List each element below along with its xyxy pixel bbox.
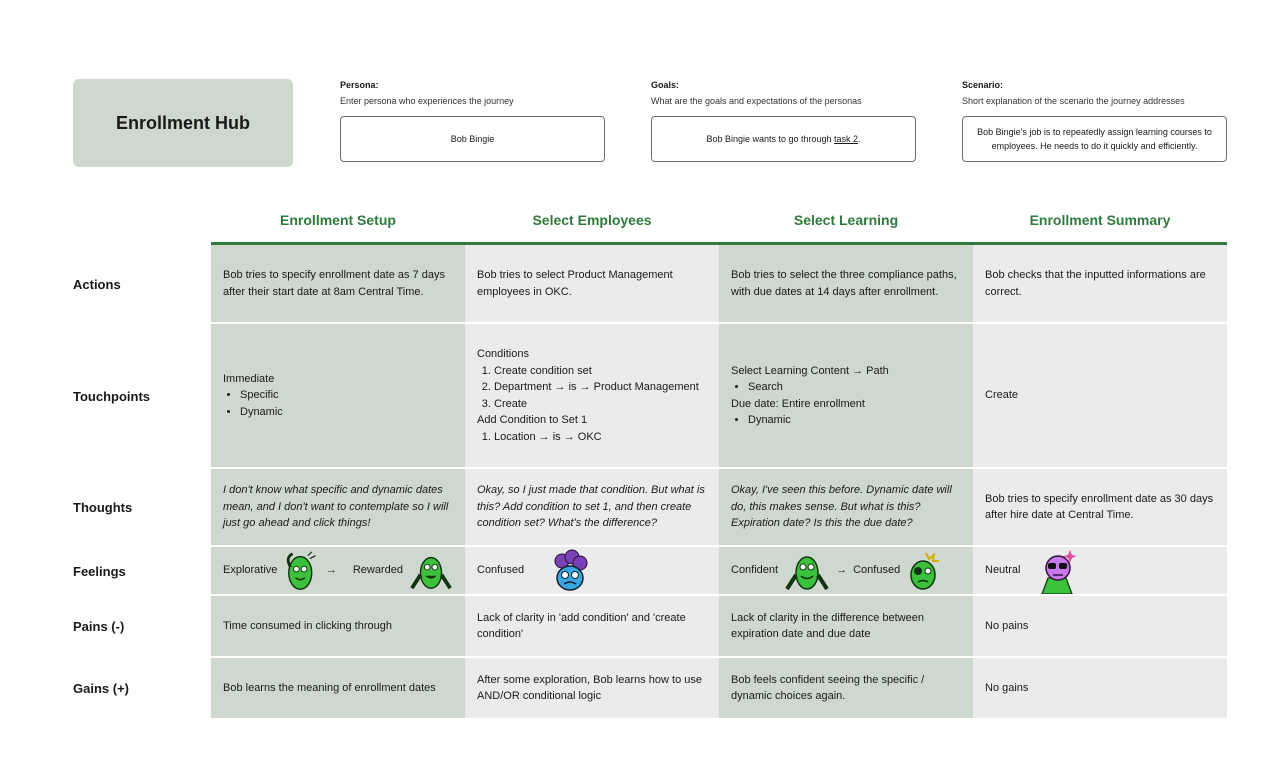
feeling-from-1: Explorative: [223, 564, 278, 577]
feeling-4: Neutral: [985, 564, 1021, 577]
touchpoints-list-2a: [477, 363, 707, 413]
goals-value-text: Bob Bingie wants to go through: [706, 134, 835, 144]
list-item: • Search: [748, 379, 961, 396]
confused-green-character-icon: [906, 549, 942, 593]
actions-text-3: Bob tries to select the three compliance paths, with due dates at 14 days after enrollment.: [731, 269, 957, 298]
touchpoints-heading-1: Immediate: [223, 372, 275, 385]
persona-value: Bob Bingie: [450, 134, 495, 144]
row-label-pains: Pains (-): [73, 619, 125, 634]
row-label-thoughts: Thoughts: [73, 500, 133, 515]
actions-text-1: Bob tries to specify enrollment date as 7 days after their start date at 8am Central Time.: [223, 269, 445, 298]
touchpoints-heading-2b: Add Condition to Set 1: [477, 414, 588, 426]
touchpoints-list-1: [223, 387, 453, 420]
touchpoints-heading-2a: Conditions: [477, 348, 529, 360]
list-item: • Dynamic: [748, 412, 961, 429]
feeling-2: Confused: [477, 564, 525, 577]
thoughts-text-3: Okay, I've seen this before. Dynamic date will do, this makes sense. But what is this? Expiration date? Is this the due date?: [731, 484, 952, 530]
arrow-icon: →: [325, 564, 337, 577]
row-label-feelings: Feelings: [73, 564, 126, 579]
gains-cell-3: [719, 658, 973, 718]
touchpoints-heading-3a: Select Learning Content → Path: [731, 364, 889, 377]
thoughts-cell-2: [465, 469, 719, 545]
column-enrollment-summary: Enrollment Summary: [1029, 212, 1171, 228]
thoughts-cell-3: [719, 469, 973, 545]
row-label-actions: Actions: [73, 277, 121, 292]
touchpoints-list-3a: [731, 379, 961, 396]
feelings-cell-4: [973, 547, 1227, 594]
persona-field[interactable]: [340, 116, 605, 162]
column-enrollment-setup: Enrollment Setup: [280, 212, 396, 228]
actions-cell-4: [973, 245, 1227, 322]
feeling-to-1: Rewarded: [352, 564, 403, 577]
gains-cell-2: [465, 658, 719, 718]
actions-cell-3: [719, 245, 973, 322]
list-item: 2. Department → is → Product Management: [494, 379, 707, 396]
scenario-hint: Short explanation of the scenario the journey addresses: [962, 96, 1185, 106]
task-link[interactable]: task 2: [834, 134, 859, 144]
touchpoints-list-2b: [477, 429, 707, 446]
neutral-character-icon: [1036, 548, 1080, 594]
gains-text-1: Bob learns the meaning of enrollment dates: [223, 681, 436, 694]
arrow-icon: →: [836, 564, 848, 577]
list-item: 3. Create: [494, 396, 707, 413]
gains-cell-1: [211, 658, 465, 718]
thoughts-cell-4: [973, 469, 1227, 545]
confused-character-icon: [550, 549, 590, 593]
touchpoints-cell-3: [719, 324, 973, 467]
gains-text-4: No gains: [985, 681, 1029, 694]
rewarded-character-icon: [409, 549, 453, 593]
actions-cell-2: [465, 245, 719, 322]
scenario-section: [962, 80, 1227, 162]
pains-text-3: Lack of clarity in the difference between expiration date and due date: [731, 611, 925, 640]
row-label-gains: Gains (+): [73, 681, 129, 696]
actions-text-4: Bob checks that the inputted informations are correct.: [985, 269, 1206, 298]
feelings-cell-3: [719, 547, 973, 594]
goals-hint: What are the goals and expectations of the personas: [651, 96, 862, 106]
touchpoints-cell-2: [465, 324, 719, 467]
actions-cell-1: [211, 245, 465, 322]
list-item: 1. Location → is → OKC: [494, 429, 707, 446]
pains-cell-2: [465, 596, 719, 656]
touchpoints-cell-1: [211, 324, 465, 467]
goals-label: Goals:: [651, 80, 680, 90]
goals-value-suffix: .: [858, 134, 861, 144]
explorative-character-icon: [283, 549, 319, 593]
touchpoints-heading-3b: Due date: Entire enrollment: [731, 397, 865, 410]
persona-hint: Enter persona who experiences the journey: [340, 96, 514, 106]
pains-cell-4: [973, 596, 1227, 656]
feelings-cell-2: [465, 547, 719, 594]
thoughts-text-2: Okay, so I just made that condition. But what is this? Add condition to set 1, and then create condition set? What's the difference?: [477, 484, 705, 530]
gains-text-3: Bob feels confident seeing the specific / dynamic choices again.: [731, 673, 925, 702]
touchpoints-cell-4: [973, 324, 1227, 467]
thoughts-text-4: Bob tries to specify enrollment date as 30 days after hire date at Central Time.: [985, 492, 1214, 521]
scenario-value: Bob Bingie's job is to repeatedly assign learning courses to employees. He needs to do it quickly and efficiently.: [977, 127, 1212, 151]
list-item: • Specific: [240, 387, 453, 404]
persona-label: Persona:: [340, 80, 379, 90]
row-label-touchpoints: Touchpoints: [73, 389, 151, 404]
thoughts-text-1: I don't know what specific and dynamic dates mean, and I don't want to contemplate so I will just go ahead and click things!: [223, 484, 449, 530]
page-title: Enrollment Hub: [73, 79, 293, 167]
pains-text-4: No pains: [985, 619, 1029, 632]
pains-cell-3: [719, 596, 973, 656]
column-select-learning: Select Learning: [793, 212, 899, 228]
touchpoints-list-3b: [731, 412, 961, 429]
list-item: • Dynamic: [240, 404, 453, 421]
actions-text-2: Bob tries to select Product Management employees in OKC.: [477, 269, 673, 298]
feelings-cell-1: [211, 547, 465, 594]
scenario-field[interactable]: [962, 116, 1227, 162]
thoughts-cell-1: [211, 469, 465, 545]
gains-cell-4: [973, 658, 1227, 718]
column-select-employees: Select Employees: [532, 212, 652, 228]
confident-character-icon: [784, 549, 830, 593]
gains-text-2: After some exploration, Bob learns how to use AND/OR conditional logic: [477, 673, 703, 702]
pains-cell-1: [211, 596, 465, 656]
pains-text-2: Lack of clarity in 'add condition' and 'create condition': [477, 611, 686, 640]
feeling-to-3: Confused: [853, 564, 901, 577]
pains-text-1: Time consumed in clicking through: [223, 619, 392, 632]
list-item: 1. Create condition set: [494, 363, 707, 380]
feeling-from-3: Confident: [731, 564, 779, 577]
persona-section: [340, 80, 605, 162]
goals-section: [651, 80, 916, 162]
touchpoints-text-4: Create: [985, 389, 1019, 402]
goals-field[interactable]: [651, 116, 916, 162]
scenario-label: Scenario:: [962, 80, 1004, 90]
